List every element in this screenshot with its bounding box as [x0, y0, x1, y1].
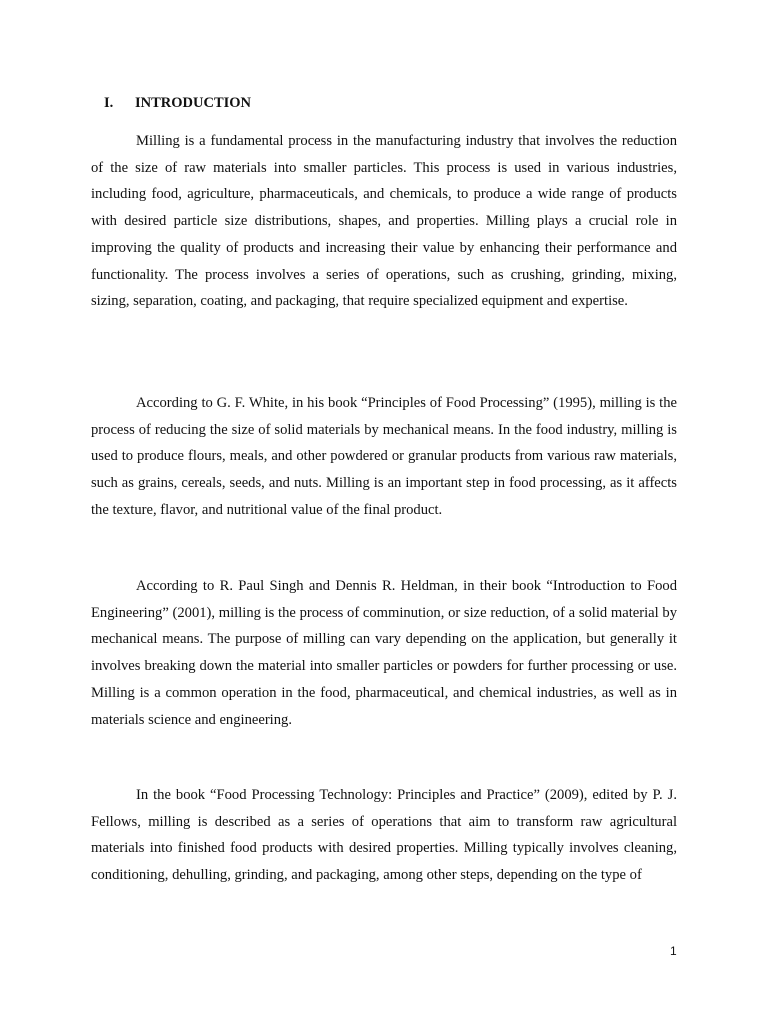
- page-number: 1: [670, 944, 677, 958]
- section-heading: [104, 93, 251, 113]
- paragraph-3: According to R. Paul Singh and Dennis R. Heldman, in their book “Introduction to Food Engineering” (2001), milling is the process of comminution, or size reduction, of a solid material by mechanical means. The purpose of milling can vary depending on the application, but generally it involves breaking down the material into smaller particles or powders for further processing or use. Milling is a common operation in the food, pharmaceutical, and chemical industries, as well as in materials science and engineering.: [91, 578, 677, 728]
- section-number: I.: [104, 95, 114, 111]
- paragraph-2: According to G. F. White, in his book “Principles of Food Processing” (1995), milling is the process of reducing the size of solid materials by mechanical means. In the food industry, milling is used to produce flours, meals, and other powdered or granular products from various raw materials, such as grains, cereals, seeds, and nuts. Milling is an important step in food processing, as it affects the texture, flavor, and nutritional value of the final product.: [91, 395, 677, 518]
- paragraph-1: Milling is a fundamental process in the manufacturing industry that involves the reduction of the size of raw materials into smaller particles. This process is used in various industries, including food, agriculture, pharmaceuticals, and chemicals, to produce a wide range of products with desired particle size distributions, shapes, and properties. Milling plays a crucial role in improving the quality of products and increasing their value by enhancing their performance and functionality. The process involves a series of operations, such as crushing, grinding, mixing, sizing, separation, coating, and packaging, that require specialized equipment and expertise.: [91, 133, 677, 310]
- section-title: INTRODUCTION: [135, 95, 252, 111]
- paragraph-4: In the book “Food Processing Technology: Principles and Practice” (2009), edited by P. J. Fellows, milling is described as a series of operations that aim to transform raw agricultural materials into finished food products with desired properties. Milling typically involves cleaning, conditioning, dehulling, grinding, and packaging, among other steps, depending on the type of: [91, 787, 677, 884]
